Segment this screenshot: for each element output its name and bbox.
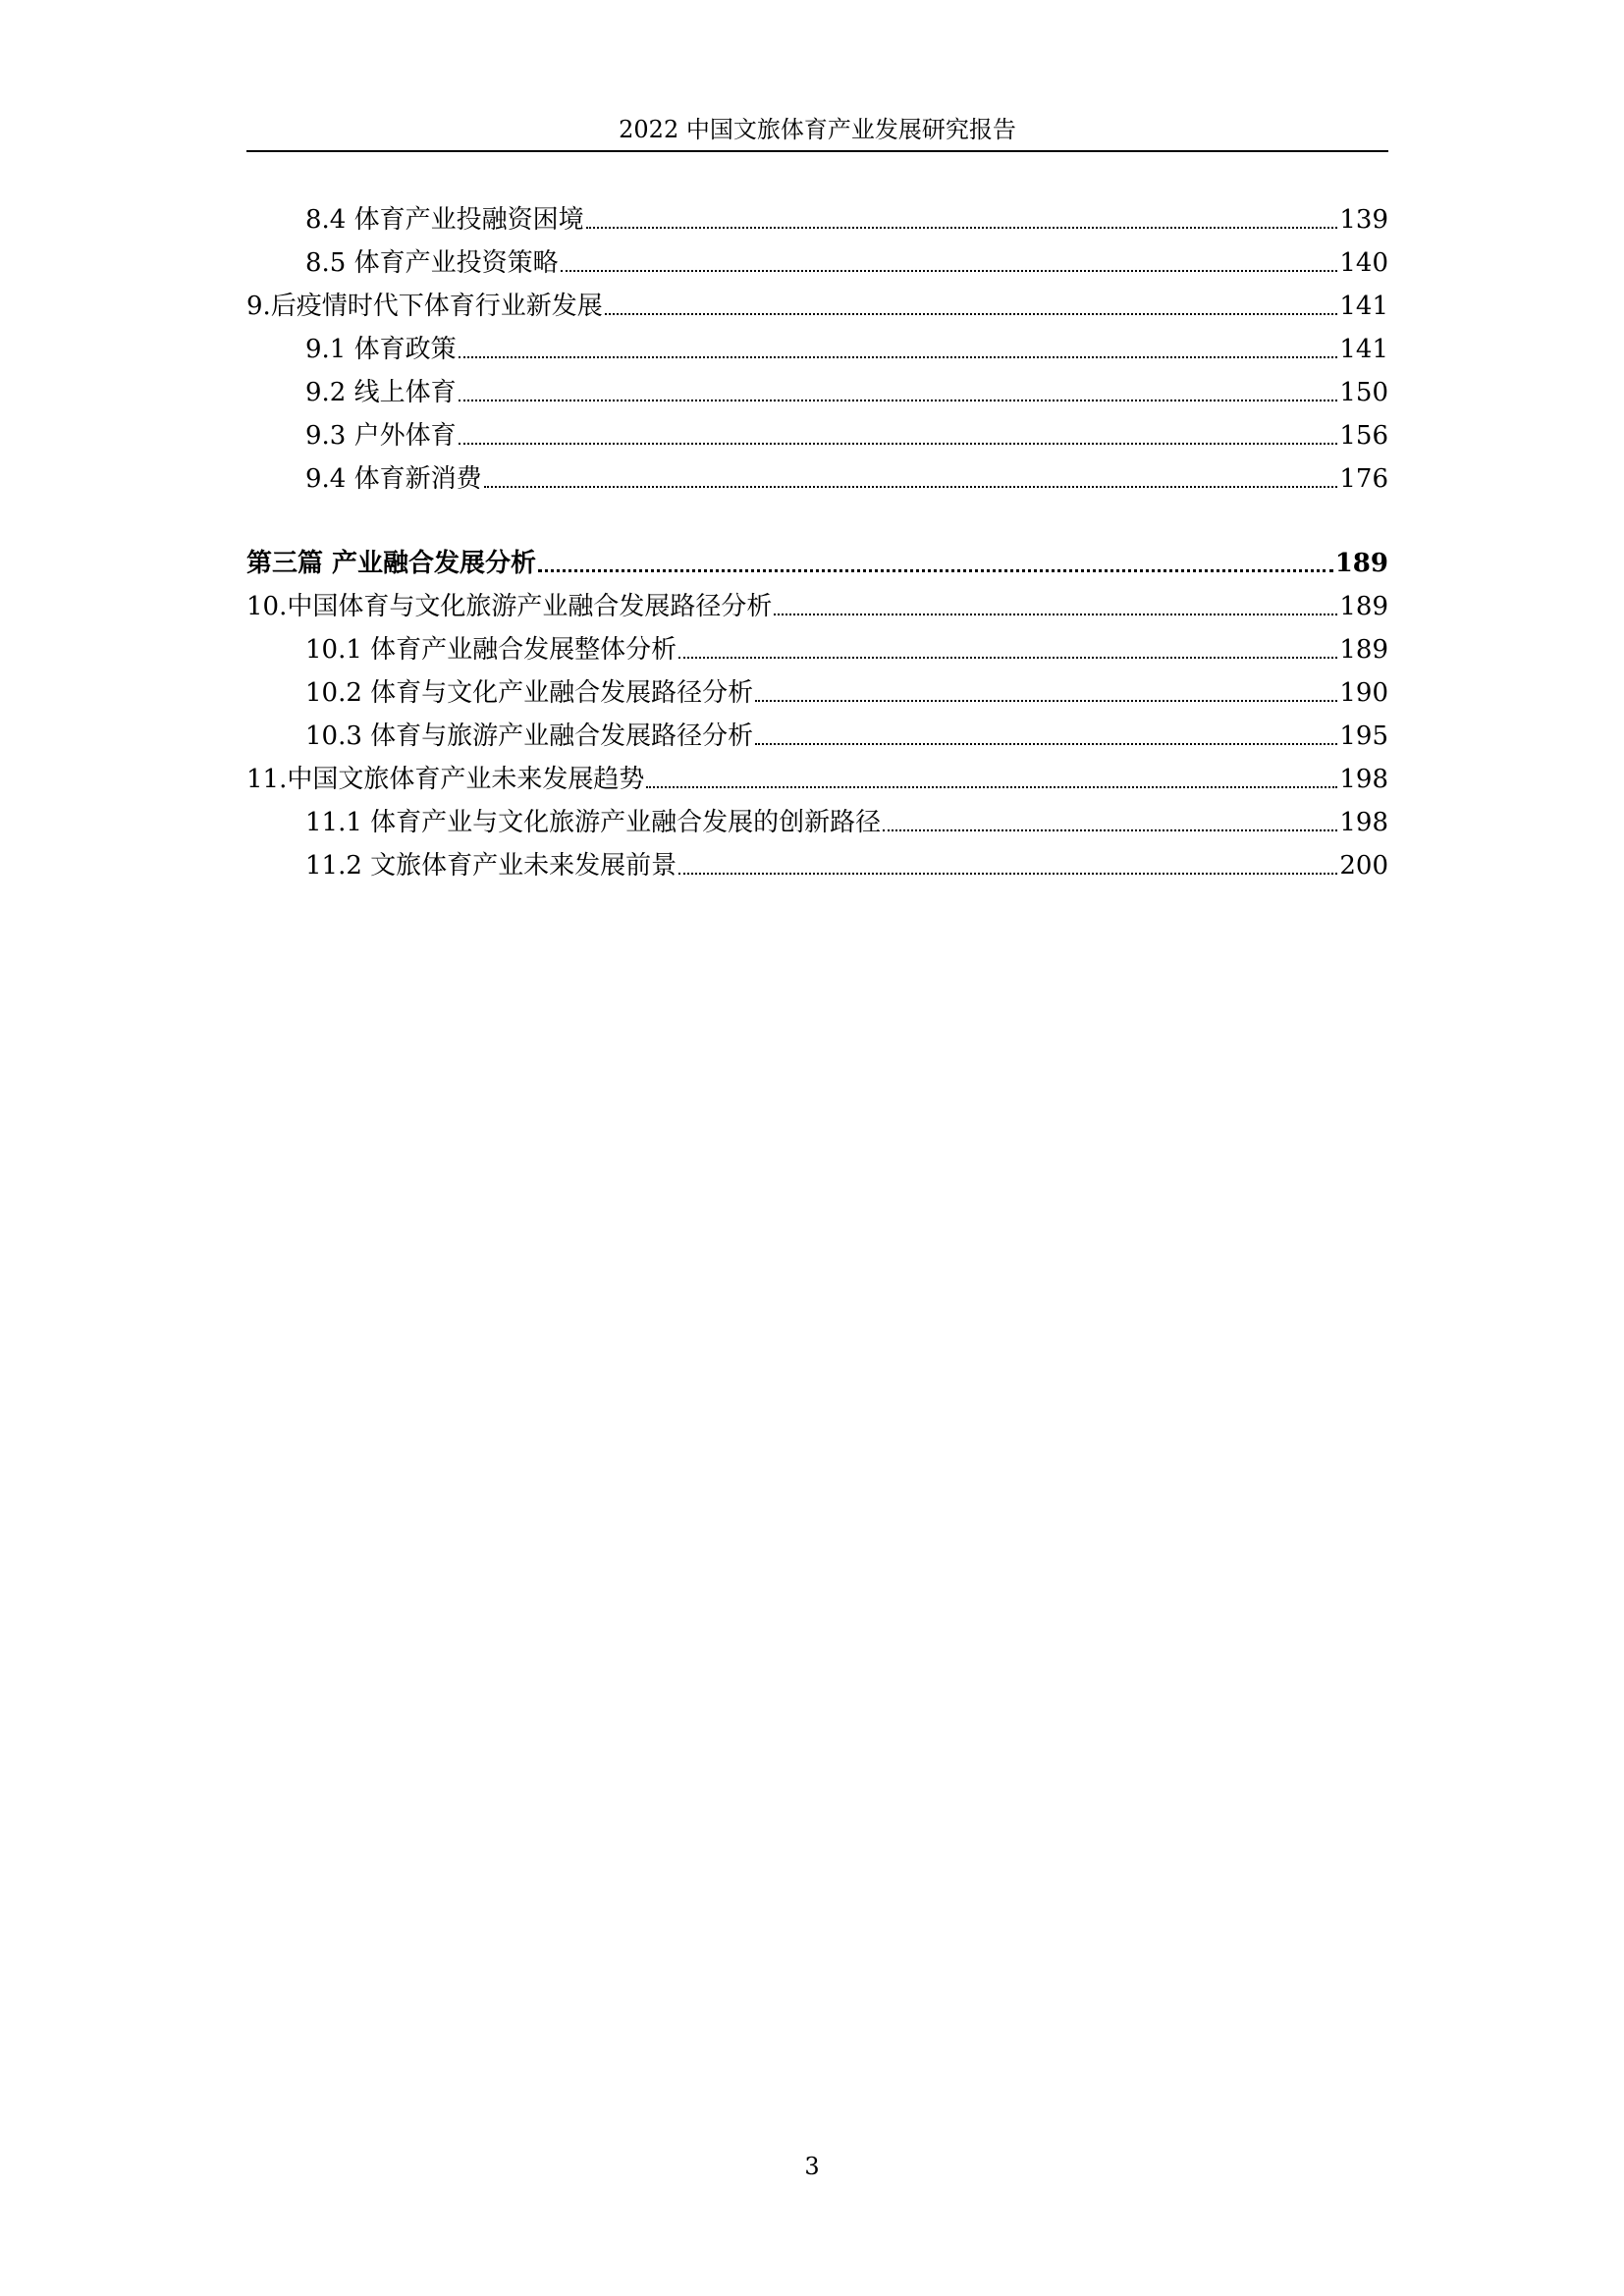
toc-entry-title: 9.4 体育新消费	[305, 464, 482, 494]
toc-entry-11[interactable]	[246, 762, 1388, 797]
toc-entry-11-2[interactable]	[246, 848, 1388, 883]
toc-entry-page: 140	[1339, 248, 1388, 278]
dot-leader	[459, 400, 1338, 401]
toc-entry-title: 10.2 体育与文化产业融合发展路径分析	[305, 678, 754, 708]
dot-leader	[484, 486, 1338, 488]
toc-entry-10-2[interactable]	[246, 675, 1388, 711]
dot-leader	[678, 873, 1337, 875]
toc-entry-page: 139	[1339, 205, 1388, 235]
toc-entry-11-1[interactable]	[246, 805, 1388, 840]
toc-entry-10[interactable]	[246, 589, 1388, 624]
toc-entry-page: 176	[1339, 464, 1388, 494]
dot-leader	[538, 569, 1333, 572]
toc-entry-10-3[interactable]	[246, 719, 1388, 754]
toc-entry-9[interactable]	[246, 289, 1388, 324]
toc-entry-page: 195	[1339, 721, 1388, 751]
toc-entry-8-4[interactable]	[246, 202, 1388, 238]
toc-entry-page: 198	[1339, 765, 1388, 794]
dot-leader	[646, 786, 1337, 788]
page-header-title: 2022 中国文旅体育产业发展研究报告	[619, 116, 1016, 143]
toc-entry-page: 141	[1339, 335, 1388, 364]
toc-entry-page: 189	[1339, 635, 1388, 665]
toc-entry-9-4[interactable]	[246, 461, 1388, 497]
toc-entry-page: 189	[1339, 592, 1388, 621]
toc-entry-title: 11.中国文旅体育产业未来发展趋势	[246, 765, 645, 794]
page-number: 3	[804, 2153, 820, 2180]
toc-entry-title: 9.2 线上体育	[305, 378, 457, 407]
toc-entry-title: 第三篇 产业融合发展分析	[246, 549, 537, 578]
toc-entry-page: 150	[1339, 378, 1388, 407]
toc-entry-title: 11.1 体育产业与文化旅游产业融合发展的创新路径	[305, 808, 882, 837]
toc-entry-page: 198	[1339, 808, 1388, 837]
toc-entry-part-3[interactable]	[246, 546, 1388, 581]
toc-entry-title: 9.3 户外体育	[305, 421, 457, 451]
dot-leader	[561, 270, 1338, 272]
dot-leader	[755, 700, 1337, 702]
toc-entry-page: 141	[1339, 292, 1388, 321]
toc-entry-title: 8.5 体育产业投资策略	[305, 248, 559, 278]
toc-entry-title: 9.1 体育政策	[305, 335, 457, 364]
dot-leader	[678, 657, 1337, 659]
toc-entry-title: 8.4 体育产业投融资困境	[305, 205, 584, 235]
toc-entry-title: 9.后疫情时代下体育行业新发展	[246, 292, 603, 321]
toc-entry-title: 10.3 体育与旅游产业融合发展路径分析	[305, 721, 754, 751]
toc-entry-8-5[interactable]	[246, 245, 1388, 281]
toc-entry-9-3[interactable]	[246, 418, 1388, 454]
toc-entry-title: 10.中国体育与文化旅游产业融合发展路径分析	[246, 592, 773, 621]
dot-leader	[459, 443, 1338, 445]
toc-entry-title: 10.1 体育产业融合发展整体分析	[305, 635, 677, 665]
toc-entry-page: 189	[1334, 549, 1388, 578]
toc-entry-10-1[interactable]	[246, 632, 1388, 667]
toc-entry-9-1[interactable]	[246, 332, 1388, 367]
toc-entry-page: 200	[1339, 851, 1388, 881]
toc-entry-page: 190	[1339, 678, 1388, 708]
toc-entry-page: 156	[1339, 421, 1388, 451]
toc-entry-9-2[interactable]	[246, 375, 1388, 410]
header-divider	[246, 150, 1388, 152]
dot-leader	[883, 829, 1337, 831]
dot-leader	[755, 743, 1337, 745]
dot-leader	[605, 313, 1338, 315]
dot-leader	[774, 614, 1337, 615]
dot-leader	[586, 227, 1338, 229]
toc-entry-title: 11.2 文旅体育产业未来发展前景	[305, 851, 677, 881]
dot-leader	[459, 356, 1338, 358]
